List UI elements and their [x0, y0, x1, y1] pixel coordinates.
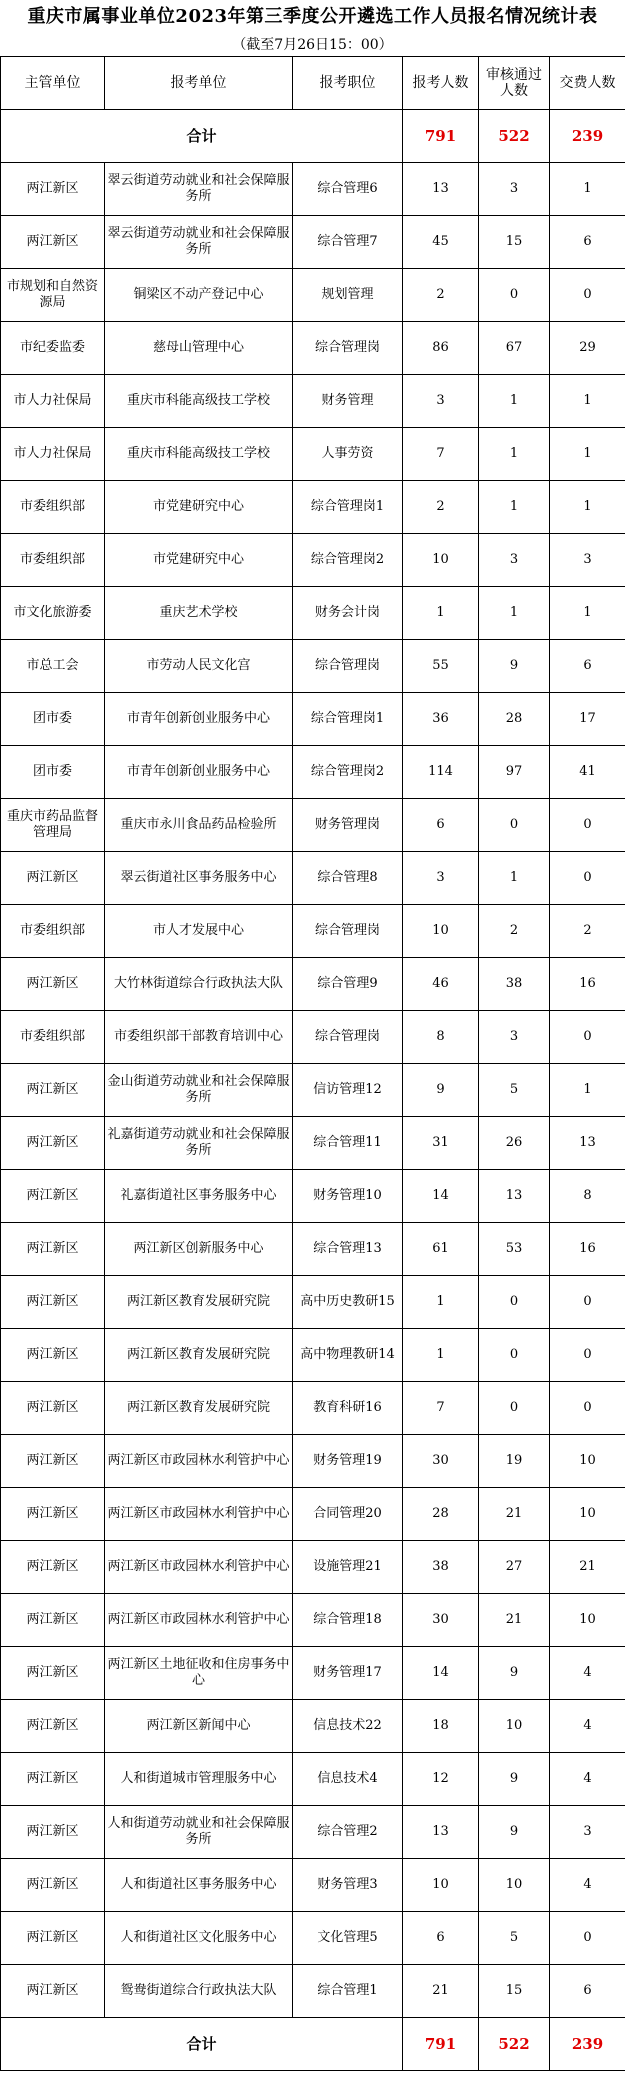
table-row: [1, 1223, 625, 1276]
cell-unit: 慈母山管理中心: [105, 322, 293, 375]
table-row: [1, 481, 625, 534]
cell-dept: 两江新区: [1, 1965, 105, 2018]
cell-dept: 市规划和自然资源局: [1, 269, 105, 322]
cell-unit: 人和街道城市管理服务中心: [105, 1753, 293, 1806]
page-title: 重庆市属事业单位2023年第三季度公开遴选工作人员报名情况统计表: [27, 6, 598, 27]
cell-approved: 27: [479, 1541, 550, 1594]
cell-unit: 人和街道社区事务服务中心: [105, 1859, 293, 1912]
cell-unit: 市青年创新创业服务中心: [105, 693, 293, 746]
table-row: [1, 1647, 625, 1700]
cell-position: 财务管理: [293, 375, 403, 428]
cell-applied: 1: [403, 1329, 479, 1382]
header-row: [1, 57, 625, 110]
cell-paid: 17: [550, 693, 625, 746]
cell-dept: 两江新区: [1, 1859, 105, 1912]
cell-paid: 3: [550, 1806, 625, 1859]
table-row: [1, 1753, 625, 1806]
cell-approved: 9: [479, 1806, 550, 1859]
cell-applied: 2: [403, 269, 479, 322]
header-paid: 交费人数: [550, 57, 625, 110]
cell-position: 综合管理岗1: [293, 693, 403, 746]
cell-position: 综合管理岗2: [293, 534, 403, 587]
cell-position: 信息技术4: [293, 1753, 403, 1806]
table-row: [1, 1011, 625, 1064]
cell-position: 文化管理5: [293, 1912, 403, 1965]
cell-dept: 市委组织部: [1, 534, 105, 587]
cell-position: 高中历史教研15: [293, 1276, 403, 1329]
cell-position: 规划管理: [293, 269, 403, 322]
cell-applied: 28: [403, 1488, 479, 1541]
cell-dept: 两江新区: [1, 1435, 105, 1488]
cell-applied: 61: [403, 1223, 479, 1276]
cell-dept: 两江新区: [1, 1223, 105, 1276]
cell-unit: 礼嘉街道劳动就业和社会保障服务所: [105, 1117, 293, 1170]
cell-position: 合同管理20: [293, 1488, 403, 1541]
cell-applied: 30: [403, 1435, 479, 1488]
table-row: [1, 799, 625, 852]
cell-applied: 1: [403, 587, 479, 640]
cell-unit: 翠云街道劳动就业和社会保障服务所: [105, 163, 293, 216]
cell-applied: 13: [403, 163, 479, 216]
cell-paid: 2: [550, 905, 625, 958]
total-applied: 791: [403, 2018, 479, 2071]
cell-approved: 1: [479, 375, 550, 428]
cell-unit: 市党建研究中心: [105, 481, 293, 534]
cell-position: 财务管理17: [293, 1647, 403, 1700]
cell-approved: 53: [479, 1223, 550, 1276]
cell-unit: 两江新区市政园林水利管护中心: [105, 1435, 293, 1488]
cell-dept: 两江新区: [1, 1912, 105, 1965]
cell-applied: 86: [403, 322, 479, 375]
cell-approved: 0: [479, 799, 550, 852]
total-paid: 239: [550, 2018, 625, 2071]
table-row: [1, 587, 625, 640]
cell-approved: 1: [479, 481, 550, 534]
cell-position: 综合管理1: [293, 1965, 403, 2018]
cell-position: 综合管理岗2: [293, 746, 403, 799]
cell-paid: 10: [550, 1488, 625, 1541]
cell-approved: 1: [479, 428, 550, 481]
cell-paid: 13: [550, 1117, 625, 1170]
table-row: [1, 1435, 625, 1488]
cell-approved: 26: [479, 1117, 550, 1170]
cell-position: 财务管理3: [293, 1859, 403, 1912]
cell-approved: 15: [479, 1965, 550, 2018]
cell-approved: 15: [479, 216, 550, 269]
cell-position: 设施管理21: [293, 1541, 403, 1594]
cell-position: 综合管理岗: [293, 322, 403, 375]
total-paid: 239: [550, 110, 625, 163]
cell-paid: 4: [550, 1647, 625, 1700]
cell-paid: 0: [550, 269, 625, 322]
cell-paid: 16: [550, 958, 625, 1011]
cell-unit: 人和街道社区文化服务中心: [105, 1912, 293, 1965]
cell-paid: 0: [550, 852, 625, 905]
page-subtitle: （截至7月26日15：00）: [232, 37, 393, 53]
cell-dept: 市人力社保局: [1, 375, 105, 428]
cell-position: 综合管理7: [293, 216, 403, 269]
table-row: [1, 852, 625, 905]
cell-applied: 45: [403, 216, 479, 269]
cell-dept: 两江新区: [1, 1382, 105, 1435]
cell-dept: 两江新区: [1, 1594, 105, 1647]
cell-dept: 团市委: [1, 746, 105, 799]
cell-unit: 两江新区教育发展研究院: [105, 1382, 293, 1435]
table-row: [1, 1488, 625, 1541]
cell-dept: 两江新区: [1, 958, 105, 1011]
header-applied: 报考人数: [403, 57, 479, 110]
cell-approved: 67: [479, 322, 550, 375]
table-row: [1, 1859, 625, 1912]
total-approved: 522: [479, 2018, 550, 2071]
cell-unit: 市委组织部干部教育培训中心: [105, 1011, 293, 1064]
cell-dept: 两江新区: [1, 1541, 105, 1594]
cell-applied: 30: [403, 1594, 479, 1647]
cell-paid: 1: [550, 375, 625, 428]
cell-approved: 19: [479, 1435, 550, 1488]
total-row-bottom: [1, 2018, 625, 2071]
cell-dept: 市委组织部: [1, 481, 105, 534]
table-row: [1, 1382, 625, 1435]
table-row: [1, 958, 625, 1011]
cell-applied: 2: [403, 481, 479, 534]
table-row: [1, 1117, 625, 1170]
cell-paid: 1: [550, 163, 625, 216]
cell-paid: 4: [550, 1700, 625, 1753]
cell-approved: 10: [479, 1859, 550, 1912]
cell-applied: 7: [403, 428, 479, 481]
cell-dept: 两江新区: [1, 163, 105, 216]
cell-applied: 38: [403, 1541, 479, 1594]
table-row: [1, 693, 625, 746]
cell-paid: 0: [550, 1329, 625, 1382]
cell-approved: 28: [479, 693, 550, 746]
cell-dept: 两江新区: [1, 216, 105, 269]
cell-paid: 21: [550, 1541, 625, 1594]
cell-approved: 13: [479, 1170, 550, 1223]
cell-approved: 21: [479, 1594, 550, 1647]
cell-approved: 0: [479, 1382, 550, 1435]
cell-position: 综合管理8: [293, 852, 403, 905]
cell-approved: 9: [479, 1753, 550, 1806]
cell-approved: 3: [479, 163, 550, 216]
cell-position: 综合管理岗: [293, 905, 403, 958]
table-row: [1, 1965, 625, 2018]
table-row: [1, 322, 625, 375]
cell-position: 财务管理19: [293, 1435, 403, 1488]
cell-unit: 市党建研究中心: [105, 534, 293, 587]
cell-position: 财务管理岗: [293, 799, 403, 852]
cell-unit: 翠云街道劳动就业和社会保障服务所: [105, 216, 293, 269]
header-approved: 审核通过人数: [479, 57, 550, 110]
cell-unit: 两江新区市政园林水利管护中心: [105, 1541, 293, 1594]
cell-dept: 两江新区: [1, 1488, 105, 1541]
total-label: 合计: [1, 110, 403, 163]
cell-unit: 重庆艺术学校: [105, 587, 293, 640]
total-approved: 522: [479, 110, 550, 163]
cell-paid: 8: [550, 1170, 625, 1223]
cell-approved: 9: [479, 1647, 550, 1700]
cell-paid: 0: [550, 799, 625, 852]
table-row: [1, 1594, 625, 1647]
cell-position: 综合管理9: [293, 958, 403, 1011]
cell-unit: 重庆市科能高级技工学校: [105, 375, 293, 428]
table-row: [1, 428, 625, 481]
cell-approved: 0: [479, 1276, 550, 1329]
cell-paid: 1: [550, 587, 625, 640]
cell-applied: 6: [403, 799, 479, 852]
cell-approved: 5: [479, 1064, 550, 1117]
table-row: [1, 1064, 625, 1117]
cell-paid: 16: [550, 1223, 625, 1276]
cell-applied: 18: [403, 1700, 479, 1753]
table-row: [1, 1912, 625, 1965]
cell-approved: 3: [479, 534, 550, 587]
total-row-top: [1, 110, 625, 163]
cell-dept: 两江新区: [1, 1647, 105, 1700]
cell-position: 综合管理13: [293, 1223, 403, 1276]
cell-applied: 8: [403, 1011, 479, 1064]
cell-unit: 市青年创新创业服务中心: [105, 746, 293, 799]
table-row: [1, 1170, 625, 1223]
cell-applied: 31: [403, 1117, 479, 1170]
cell-paid: 4: [550, 1859, 625, 1912]
cell-dept: 团市委: [1, 693, 105, 746]
cell-paid: 10: [550, 1435, 625, 1488]
cell-approved: 2: [479, 905, 550, 958]
cell-applied: 10: [403, 1859, 479, 1912]
cell-approved: 97: [479, 746, 550, 799]
cell-unit: 两江新区创新服务中心: [105, 1223, 293, 1276]
table-row: [1, 216, 625, 269]
cell-paid: 29: [550, 322, 625, 375]
cell-paid: 6: [550, 1965, 625, 2018]
cell-applied: 3: [403, 375, 479, 428]
cell-approved: 0: [479, 269, 550, 322]
cell-applied: 21: [403, 1965, 479, 2018]
cell-approved: 0: [479, 1329, 550, 1382]
cell-applied: 55: [403, 640, 479, 693]
cell-applied: 36: [403, 693, 479, 746]
cell-approved: 9: [479, 640, 550, 693]
cell-paid: 3: [550, 534, 625, 587]
cell-applied: 114: [403, 746, 479, 799]
cell-applied: 9: [403, 1064, 479, 1117]
cell-approved: 3: [479, 1011, 550, 1064]
cell-applied: 1: [403, 1276, 479, 1329]
cell-unit: 重庆市科能高级技工学校: [105, 428, 293, 481]
cell-position: 综合管理岗1: [293, 481, 403, 534]
total-applied: 791: [403, 110, 479, 163]
cell-approved: 5: [479, 1912, 550, 1965]
cell-paid: 0: [550, 1912, 625, 1965]
cell-dept: 两江新区: [1, 1117, 105, 1170]
cell-paid: 0: [550, 1382, 625, 1435]
cell-paid: 10: [550, 1594, 625, 1647]
cell-dept: 市人力社保局: [1, 428, 105, 481]
cell-position: 财务管理10: [293, 1170, 403, 1223]
statistics-table: [0, 56, 625, 2071]
cell-position: 综合管理岗: [293, 640, 403, 693]
table-row: [1, 905, 625, 958]
cell-dept: 市委组织部: [1, 905, 105, 958]
table-row: [1, 163, 625, 216]
table-row: [1, 269, 625, 322]
cell-paid: 1: [550, 481, 625, 534]
cell-unit: 人和街道劳动就业和社会保障服务所: [105, 1806, 293, 1859]
cell-dept: 两江新区: [1, 1276, 105, 1329]
cell-dept: 两江新区: [1, 1806, 105, 1859]
cell-dept: 市委组织部: [1, 1011, 105, 1064]
cell-paid: 4: [550, 1753, 625, 1806]
cell-applied: 14: [403, 1647, 479, 1700]
cell-applied: 14: [403, 1170, 479, 1223]
cell-unit: 铜梁区不动产登记中心: [105, 269, 293, 322]
header-dept: 主管单位: [1, 57, 105, 110]
cell-position: 财务会计岗: [293, 587, 403, 640]
cell-paid: 1: [550, 1064, 625, 1117]
cell-approved: 10: [479, 1700, 550, 1753]
cell-unit: 礼嘉街道社区事务服务中心: [105, 1170, 293, 1223]
cell-dept: 两江新区: [1, 852, 105, 905]
cell-position: 综合管理18: [293, 1594, 403, 1647]
cell-unit: 两江新区教育发展研究院: [105, 1329, 293, 1382]
cell-approved: 1: [479, 587, 550, 640]
cell-approved: 21: [479, 1488, 550, 1541]
cell-approved: 38: [479, 958, 550, 1011]
cell-paid: 41: [550, 746, 625, 799]
table-row: [1, 1329, 625, 1382]
cell-position: 综合管理11: [293, 1117, 403, 1170]
table-row: [1, 640, 625, 693]
cell-applied: 6: [403, 1912, 479, 1965]
cell-applied: 10: [403, 534, 479, 587]
cell-position: 综合管理岗: [293, 1011, 403, 1064]
cell-dept: 两江新区: [1, 1064, 105, 1117]
cell-unit: 鸳鸯街道综合行政执法大队: [105, 1965, 293, 2018]
cell-applied: 12: [403, 1753, 479, 1806]
cell-unit: 大竹林街道综合行政执法大队: [105, 958, 293, 1011]
cell-unit: 市劳动人民文化宫: [105, 640, 293, 693]
cell-applied: 3: [403, 852, 479, 905]
table-row: [1, 746, 625, 799]
cell-unit: 两江新区土地征收和住房事务中心: [105, 1647, 293, 1700]
table-row: [1, 1276, 625, 1329]
cell-unit: 两江新区教育发展研究院: [105, 1276, 293, 1329]
table-row: [1, 534, 625, 587]
cell-unit: 两江新区新闻中心: [105, 1700, 293, 1753]
cell-applied: 13: [403, 1806, 479, 1859]
cell-dept: 市总工会: [1, 640, 105, 693]
table-row: [1, 1700, 625, 1753]
cell-position: 综合管理6: [293, 163, 403, 216]
table-row: [1, 1806, 625, 1859]
cell-position: 信访管理12: [293, 1064, 403, 1117]
cell-dept: 两江新区: [1, 1753, 105, 1806]
header-unit: 报考单位: [105, 57, 293, 110]
cell-unit: 翠云街道社区事务服务中心: [105, 852, 293, 905]
cell-dept: 两江新区: [1, 1329, 105, 1382]
cell-position: 信息技术22: [293, 1700, 403, 1753]
cell-paid: 1: [550, 428, 625, 481]
cell-unit: 市人才发展中心: [105, 905, 293, 958]
cell-paid: 6: [550, 640, 625, 693]
cell-paid: 0: [550, 1011, 625, 1064]
cell-paid: 0: [550, 1276, 625, 1329]
cell-dept: 市纪委监委: [1, 322, 105, 375]
header-position: 报考职位: [293, 57, 403, 110]
cell-unit: 两江新区市政园林水利管护中心: [105, 1594, 293, 1647]
cell-position: 高中物理教研14: [293, 1329, 403, 1382]
cell-applied: 10: [403, 905, 479, 958]
cell-applied: 7: [403, 1382, 479, 1435]
cell-dept: 重庆市药品监督管理局: [1, 799, 105, 852]
cell-position: 教育科研16: [293, 1382, 403, 1435]
total-label: 合计: [1, 2018, 403, 2071]
cell-position: 综合管理2: [293, 1806, 403, 1859]
table-row: [1, 1541, 625, 1594]
cell-paid: 6: [550, 216, 625, 269]
cell-dept: 两江新区: [1, 1170, 105, 1223]
cell-dept: 两江新区: [1, 1700, 105, 1753]
cell-unit: 重庆市永川食品药品检验所: [105, 799, 293, 852]
cell-position: 人事劳资: [293, 428, 403, 481]
cell-approved: 1: [479, 852, 550, 905]
cell-unit: 两江新区市政园林水利管护中心: [105, 1488, 293, 1541]
table-row: [1, 375, 625, 428]
cell-applied: 46: [403, 958, 479, 1011]
cell-unit: 金山街道劳动就业和社会保障服务所: [105, 1064, 293, 1117]
cell-dept: 市文化旅游委: [1, 587, 105, 640]
